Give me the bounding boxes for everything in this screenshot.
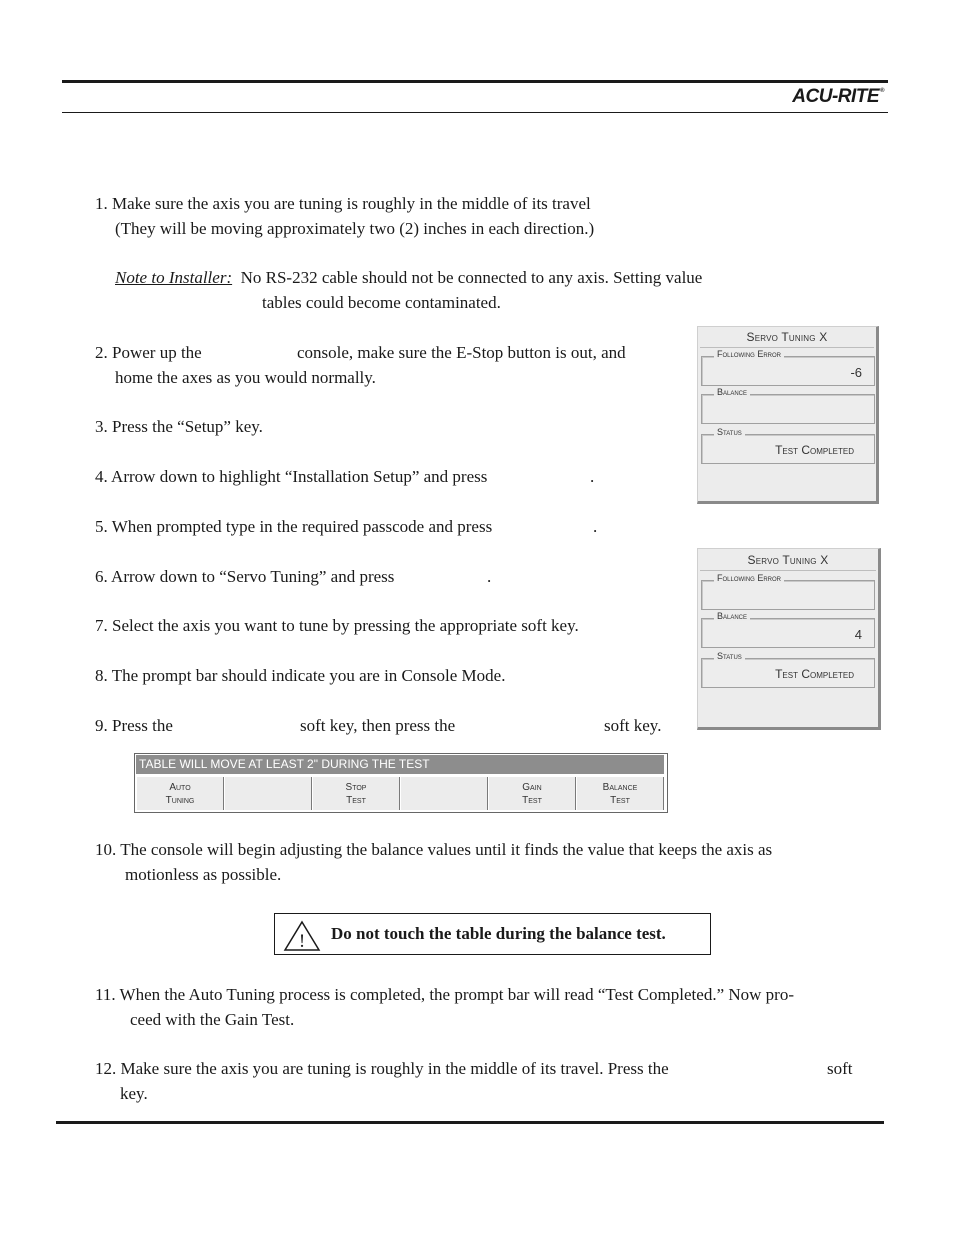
following-error-field xyxy=(701,573,875,610)
step-10-line-1: 10. The console will begin adjusting the balance values until it finds the value that keeps the axis as xyxy=(95,840,773,859)
step-9-part-a: 9. Press the xyxy=(95,716,173,735)
softkey-label-line-1: Gain xyxy=(522,781,542,793)
acu-rite-logo xyxy=(792,86,884,108)
step-1-line-1: 1. Make sure the axis you are tuning is roughly in the middle of its travel xyxy=(95,194,591,213)
balance-value: 4 xyxy=(854,627,862,642)
registered-mark: ® xyxy=(880,88,884,94)
servo-tuning-panel-1 xyxy=(697,326,879,504)
auto-tuning-softkey[interactable] xyxy=(136,777,224,810)
warning-box xyxy=(274,913,711,955)
panel-divider xyxy=(700,570,876,571)
step-6-end: . xyxy=(487,567,492,586)
step-2-part-a: 2. Power up the xyxy=(95,343,202,362)
warning-glyph: ! xyxy=(298,931,306,952)
step-9-part-c: soft key. xyxy=(604,716,662,735)
following-error-label: Following Error xyxy=(714,349,784,359)
step-9-part-b: soft key, then press the xyxy=(300,716,456,735)
blank-softkey-2[interactable] xyxy=(400,777,488,810)
note-label: Note to Installer: xyxy=(115,268,233,287)
prompt-bar: TABLE WILL MOVE AT LEAST 2" DURING THE TEST xyxy=(136,755,664,774)
step-6: 6. Arrow down to “Servo Tuning” and press xyxy=(95,567,395,586)
step-2-line-2: home the axes as you would normally. xyxy=(115,368,376,387)
step-10-line-2: motionless as possible. xyxy=(125,865,282,884)
step-2-part-b: console, make sure the E-Stop button is out, and xyxy=(297,343,626,362)
step-12-line-1: 12. Make sure the axis you are tuning is roughly in the middle of its travel. Press the xyxy=(95,1059,669,1078)
gain-test-softkey[interactable] xyxy=(488,777,576,810)
status-value: Test Completed xyxy=(775,443,854,457)
step-11-line-2: ceed with the Gain Test. xyxy=(130,1010,295,1029)
following-error-field xyxy=(701,349,875,386)
warning-triangle-icon xyxy=(283,920,321,952)
following-error-label: Following Error xyxy=(714,573,784,583)
softkey-label-line-1: Stop xyxy=(345,781,367,793)
note-text-line-1: No RS-232 cable should not be connected to any axis. Setting value xyxy=(240,268,703,287)
softkey-label-line-2: Test xyxy=(346,794,366,806)
balance-test-softkey[interactable] xyxy=(576,777,664,810)
installer-note xyxy=(115,265,702,290)
servo-tuning-panel-2 xyxy=(697,548,881,730)
stop-test-softkey[interactable] xyxy=(312,777,400,810)
header-rule-top xyxy=(62,80,888,83)
panel-title: Servo Tuning X xyxy=(746,330,828,344)
softkey-label-line-2: Test xyxy=(610,794,630,806)
logo-text: ACU-RITE xyxy=(792,86,880,107)
note-text-line-2: tables could become contaminated. xyxy=(262,293,501,312)
status-label: Status xyxy=(714,651,745,661)
step-5: 5. When prompted type in the required passcode and press xyxy=(95,517,493,536)
header-rule-bottom xyxy=(62,112,888,113)
step-12-soft: soft xyxy=(827,1059,853,1078)
softkey-label-line-2: Test xyxy=(522,794,542,806)
following-error-value: -6 xyxy=(850,365,862,380)
panel-title: Servo Tuning X xyxy=(747,553,829,567)
step-1-line-2: (They will be moving approximately two (2) inches in each direction.) xyxy=(115,219,595,238)
footer-rule xyxy=(56,1121,884,1124)
step-4-end: . xyxy=(590,467,595,486)
softkey-label-line-1: Balance xyxy=(602,781,638,793)
step-4: 4. Arrow down to highlight “Installation Setup” and press xyxy=(95,467,488,486)
status-value: Test Completed xyxy=(775,667,854,681)
step-8: 8. The prompt bar should indicate you are in Console Mode. xyxy=(95,666,506,685)
softkey-label-line-2: Tuning xyxy=(165,794,195,806)
softkey-label-line-1: Auto xyxy=(169,781,191,793)
step-11-line-1: 11. When the Auto Tuning process is completed, the prompt bar will read “Test Completed.” Now pro- xyxy=(95,985,794,1004)
balance-field xyxy=(701,611,875,648)
step-12-line-2: key. xyxy=(120,1084,148,1103)
balance-field xyxy=(701,387,875,424)
warning-text: Do not touch the table during the balance test. xyxy=(331,924,666,943)
balance-label: Balance xyxy=(714,387,750,397)
step-3: 3. Press the “Setup” key. xyxy=(95,417,263,436)
blank-softkey-1[interactable] xyxy=(224,777,312,810)
softkey-bar xyxy=(134,753,668,813)
balance-label: Balance xyxy=(714,611,750,621)
step-7: 7. Select the axis you want to tune by pressing the appropriate soft key. xyxy=(95,616,579,635)
status-field xyxy=(701,651,875,688)
panel-divider xyxy=(700,347,874,348)
status-field xyxy=(701,427,875,464)
step-5-end: . xyxy=(593,517,598,536)
status-label: Status xyxy=(714,427,745,437)
